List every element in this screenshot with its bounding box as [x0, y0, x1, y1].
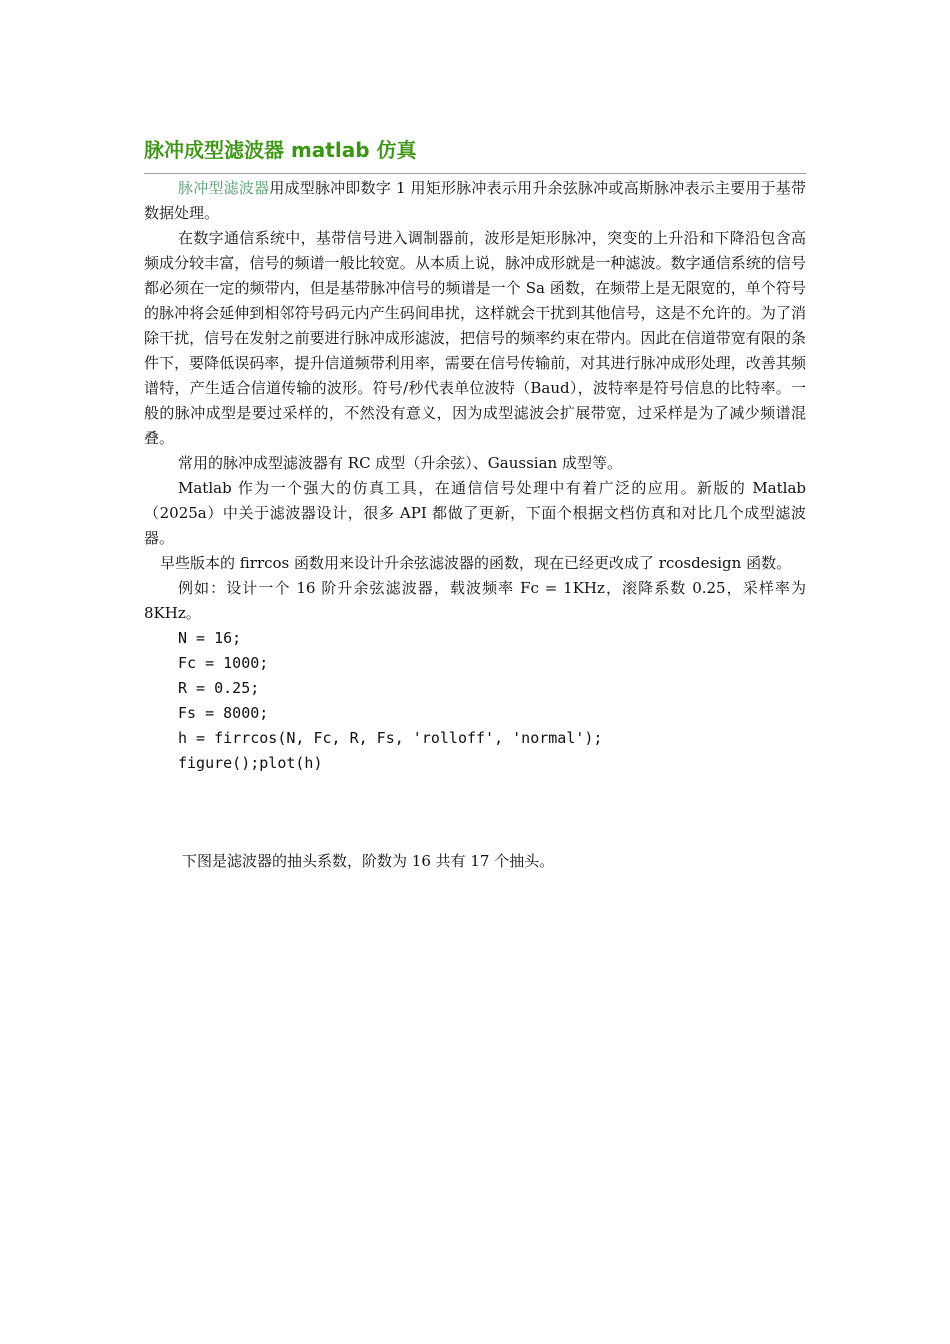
figure-caption: 下图是滤波器的抽头系数，阶数为 16 共有 17 个抽头。 [182, 852, 555, 870]
intro-paragraph-text: 用成型脉冲即数字 1 用矩形脉冲表示用升余弦脉冲或高斯脉冲表示主要用于基带数据处理。 [144, 179, 806, 222]
code-line: h = firrcos(N, Fc, R, Fs, 'rolloff', 'normal'); [178, 729, 603, 747]
pulse-filter-link[interactable]: 脉冲型滤波器 [178, 179, 270, 197]
intro-paragraph [144, 176, 806, 226]
example-paragraph: 例如：设计一个 16 阶升余弦滤波器，载波频率 Fc = 1KHz，滚降系数 0.25，采样率为 8KHz。 [144, 579, 806, 622]
matlab-code-block [178, 626, 806, 776]
code-line: R = 0.25; [178, 679, 260, 697]
code-line: N = 16; [178, 629, 242, 647]
matlab-intro-paragraph: Matlab 作为一个强大的仿真工具，在通信信号处理中有着广泛的应用。新版的 Matlab（2025a）中关于滤波器设计，很多 API 都做了更新，下面个根据文档仿真和对比几个成型滤波器。 [144, 479, 806, 547]
document-body [144, 176, 806, 776]
code-line: figure();plot(h) [178, 754, 323, 772]
pulse-shaping-explanation-paragraph: 在数字通信系统中，基带信号进入调制器前，波形是矩形脉冲，突变的上升沿和下降沿包含高频成分较丰富，信号的频谱一般比较宽。从本质上说，脉冲成形就是一种滤波。数字通信系统的信号都必须在一定的频带内，但是基带脉冲信号的频谱是一个 Sa 函数，在频带上是无限宽的，单个符号的脉冲将会延伸到相邻符号码元内产生码间串扰，这样就会干扰到其他信号，这是不允许的。为了消除干扰，信号在发射之前要进行脉冲成形滤波，把信号的频率约束在带内。因此在信道带宽有限的条件下，要降低误码率，提升信道频带利用率，需要在信号传输前，对其进行脉冲成形处理，改善其频谱特，产生适合信道传输的波形。符号/秒代表单位波特（Baud），波特率是符号信息的比特率。一般的脉冲成型是要过采样的，不然没有意义，因为成型滤波会扩展带宽，过采样是为了减少频谱混叠。 [144, 229, 806, 447]
common-filters-paragraph: 常用的脉冲成型滤波器有 RC 成型（升余弦）、Gaussian 成型等。 [178, 454, 622, 472]
page-title: 脉冲成型滤波器 matlab 仿真 [144, 138, 417, 162]
code-line: Fs = 8000; [178, 704, 269, 722]
code-line: Fc = 1000; [178, 654, 269, 672]
firrcos-note-paragraph: 早些版本的 firrcos 函数用来设计升余弦滤波器的函数，现在已经更改成了 rcosdesign 函数。 [160, 554, 792, 572]
title-divider [144, 173, 806, 174]
